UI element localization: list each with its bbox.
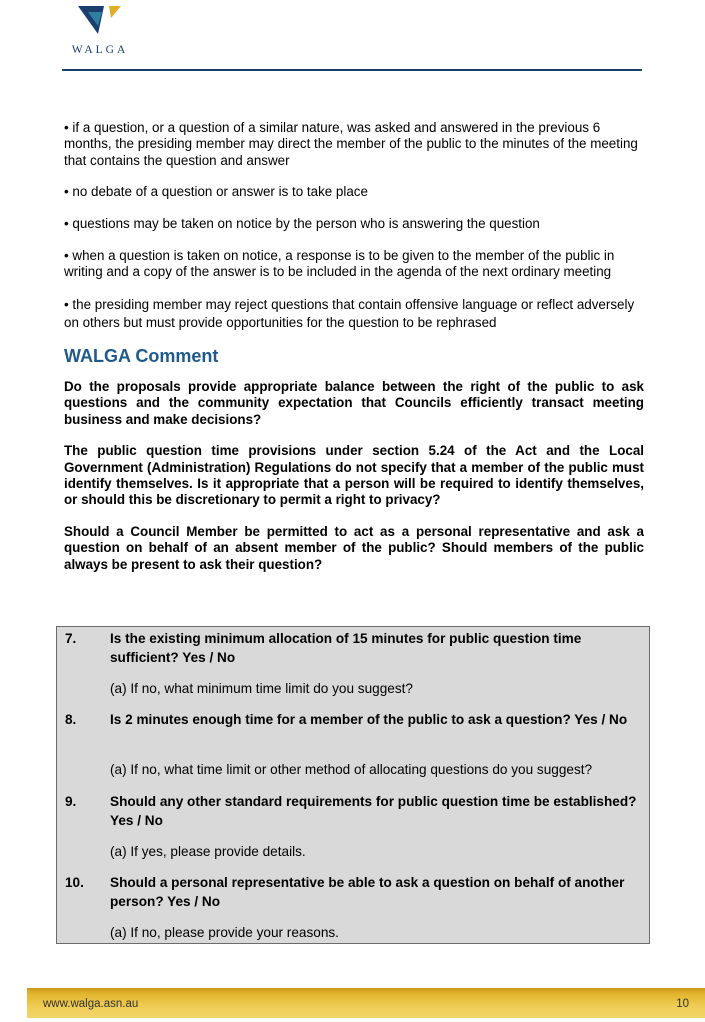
bullet-item: • when a question is taken on notice, a response is to be given to the member of the public in writing and a copy of the answer is to be included in the agenda of the next ordinary meeting bbox=[64, 247, 615, 280]
bullet-item: • if a question, or a question of a similar nature, was asked and answered in the previous 6 months, the presiding member may direct the member of the public to the minutes of the meeting that contains the question and answer bbox=[64, 120, 638, 168]
questions-box bbox=[56, 626, 650, 944]
comment-paragraph: The public question time provisions under section 5.24 of the Act and the Local Government (Administration) Regulations do not specify that a member of the public must identify themselves. Is it appropriate that a person will be required to identify themselves, or should this be discretionary to permit a right to privacy? bbox=[64, 443, 644, 508]
bullet-item: • questions may be taken on notice by the person who is answering the question bbox=[64, 216, 540, 232]
footer-url[interactable]: www.walga.asn.au bbox=[43, 998, 139, 1010]
bullet-item: • no debate of a question or answer is to take place bbox=[64, 184, 368, 200]
logo-wordmark: WALGA bbox=[71, 44, 129, 56]
walga-logo-mark-icon bbox=[78, 6, 124, 40]
question-number: 10. bbox=[65, 875, 84, 890]
question-text: Is 2 minutes enough time for a member of the public to ask a question? Yes / No bbox=[110, 712, 628, 727]
page-number: 10 bbox=[676, 998, 689, 1010]
question-subtext: (a) If no, what minimum time limit do you suggest? bbox=[110, 681, 413, 696]
question-number: 9. bbox=[65, 794, 77, 809]
header-divider bbox=[62, 69, 642, 71]
comment-paragraph: Do the proposals provide appropriate balance between the right of the public to ask questions and the community expectation that Councils efficiently transact meeting business and make decisions? bbox=[64, 379, 644, 427]
page-footer bbox=[27, 988, 705, 1018]
question-subtext: (a) If no, please provide your reasons. bbox=[110, 925, 339, 940]
question-subtext: (a) If no, what time limit or other method of allocating questions do you suggest? bbox=[110, 762, 593, 777]
question-text: Should any other standard requirements for public question time be established? Yes / No bbox=[110, 794, 637, 828]
question-subtext: (a) If yes, please provide details. bbox=[110, 844, 306, 859]
section-heading: WALGA Comment bbox=[64, 346, 219, 367]
comment-paragraph: Should a Council Member be permitted to act as a personal representative and ask a question on behalf of an absent member of the public? Should members of the public always be present to ask their question? bbox=[64, 524, 644, 572]
page-body bbox=[64, 120, 644, 589]
question-text: Is the existing minimum allocation of 15 minutes for public question time sufficient? Yes / No bbox=[110, 631, 582, 665]
bullet-item: • the presiding member may reject questions that contain offensive language or reflect adversely on others but must provide opportunities for the question to be rephrased bbox=[64, 297, 635, 331]
question-text: Should a personal representative be able to ask a question on behalf of another person? Yes / No bbox=[110, 875, 625, 909]
question-number: 8. bbox=[65, 712, 77, 727]
walga-logo bbox=[66, 6, 136, 56]
question-number: 7. bbox=[65, 631, 77, 646]
